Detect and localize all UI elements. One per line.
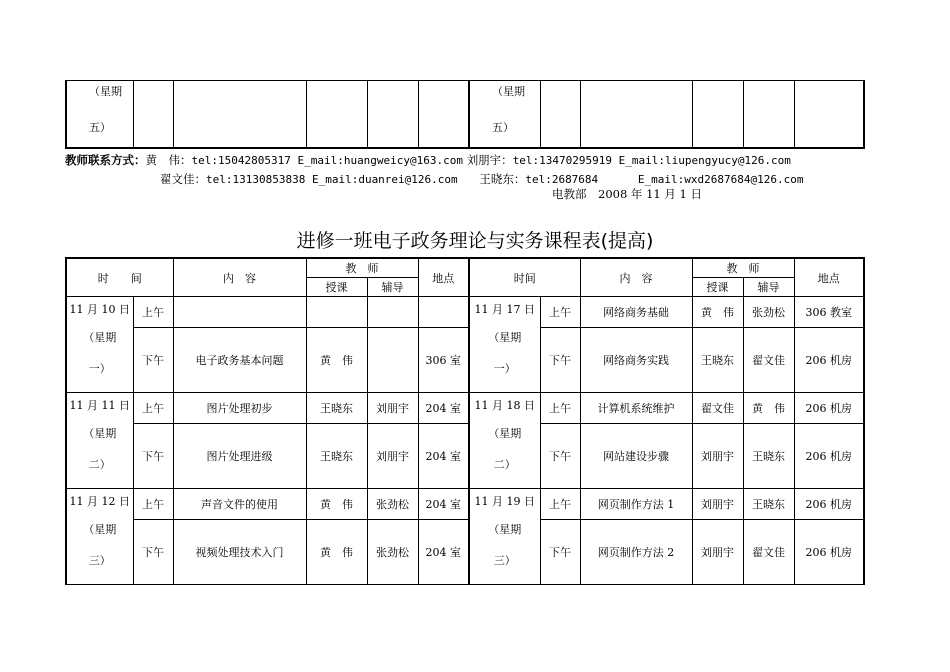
teacher-name: 王晓东： <box>479 172 526 186</box>
table-row <box>66 424 864 489</box>
course-place: 306 室 <box>418 328 469 393</box>
day-cell <box>469 297 540 393</box>
day-cell <box>469 393 540 489</box>
session-label: 下午 <box>540 424 580 489</box>
course-content: 计算机系统维护 <box>580 393 692 424</box>
header-teach-right: 授课 <box>692 278 743 297</box>
course-teacher: 王晓东 <box>306 393 367 424</box>
header-place-right: 地点 <box>794 258 864 297</box>
course-place: 206 机房 <box>794 328 864 393</box>
day-date: 11 月 17 日 <box>474 303 535 316</box>
empty-cell <box>794 81 864 149</box>
course-assistant: 刘朋宇 <box>367 424 418 489</box>
day-week: （星期 <box>488 523 522 536</box>
course-assistant <box>367 328 418 393</box>
session-label: 下午 <box>540 520 580 585</box>
empty-cell <box>580 81 692 149</box>
session-label: 下午 <box>133 520 173 585</box>
course-teacher: 翟文佳 <box>692 393 743 424</box>
course-place: 206 机房 <box>794 393 864 424</box>
teacher-name: 刘朋宇： <box>466 153 513 167</box>
header-teacher: 教 师 <box>306 258 418 278</box>
course-teacher: 刘朋宇 <box>692 424 743 489</box>
header-assist-right: 辅导 <box>743 278 794 297</box>
header-teacher-right: 教 师 <box>692 258 794 278</box>
day-week: （星期 <box>488 331 522 344</box>
course-teacher: 刘朋宇 <box>692 489 743 520</box>
table-row <box>66 520 864 585</box>
week-label-end: 五） <box>89 121 111 134</box>
course-content: 图片处理进级 <box>173 424 306 489</box>
course-assistant: 张劲松 <box>367 520 418 585</box>
table-row <box>66 489 864 520</box>
empty-cell <box>173 81 306 149</box>
day-date: 11 月 12 日 <box>69 495 130 508</box>
course-content <box>173 297 306 328</box>
day-cell <box>66 489 133 585</box>
day-week: （星期 <box>488 427 522 440</box>
teacher-contact-info: tel:15042805317 E_mail:huangweicy@163.com <box>191 154 464 167</box>
session-label: 上午 <box>133 489 173 520</box>
course-place: 206 机房 <box>794 489 864 520</box>
course-content: 电子政务基本问题 <box>173 328 306 393</box>
course-place: 204 室 <box>418 393 469 424</box>
course-content: 网页制作方法 1 <box>580 489 692 520</box>
course-teacher <box>306 297 367 328</box>
contacts-line-2 <box>65 170 925 189</box>
course-content: 声音文件的使用 <box>173 489 306 520</box>
day-cell <box>66 393 133 489</box>
session-label: 上午 <box>540 489 580 520</box>
day-cell <box>469 489 540 585</box>
session-label: 上午 <box>540 393 580 424</box>
course-place: 206 机房 <box>794 520 864 585</box>
course-teacher: 黄 伟 <box>306 489 367 520</box>
course-content: 网络商务实践 <box>580 328 692 393</box>
day-week: （星期 <box>83 523 117 536</box>
course-teacher: 刘朋宇 <box>692 520 743 585</box>
course-content: 网络商务基础 <box>580 297 692 328</box>
empty-cell <box>133 81 173 149</box>
course-schedule-table <box>65 257 865 585</box>
course-assistant: 翟文佳 <box>743 520 794 585</box>
course-place: 204 室 <box>418 424 469 489</box>
teacher-contact-info: tel:13470295919 E_mail:liupengyucy@126.com <box>512 154 791 167</box>
course-assistant: 翟文佳 <box>743 328 794 393</box>
course-content: 网页制作方法 2 <box>580 520 692 585</box>
header-place: 地点 <box>418 258 469 297</box>
course-content: 图片处理初步 <box>173 393 306 424</box>
teacher-contact-info: tel:13130853838 E_mail:duanrei@126.com <box>206 173 458 186</box>
day-cell <box>66 297 133 393</box>
teacher-contacts <box>65 151 925 189</box>
header-teach: 授课 <box>306 278 367 297</box>
week-label: （星期 <box>89 85 122 98</box>
day-week-end: 三） <box>88 554 111 567</box>
table-row <box>66 393 864 424</box>
week-label: （星期 <box>492 85 525 98</box>
table-row <box>66 328 864 393</box>
course-teacher: 黄 伟 <box>306 520 367 585</box>
teacher-contact-info: tel:2687684 E_mail:wxd2687684@126.com <box>525 173 804 186</box>
empty-cell <box>540 81 580 149</box>
header-time: 时 间 <box>66 258 173 297</box>
department-date: 电教部 2008 年 11 月 1 日 <box>552 187 702 201</box>
session-label: 下午 <box>133 328 173 393</box>
teacher-name: 黄 伟： <box>145 153 192 167</box>
page-title: 进修一班电子政务理论与实务课程表(提高) <box>296 230 654 252</box>
course-teacher: 黄 伟 <box>692 297 743 328</box>
session-label: 下午 <box>540 328 580 393</box>
course-place: 204 室 <box>418 520 469 585</box>
empty-cell <box>692 81 743 149</box>
teacher-name: 翟文佳： <box>160 172 206 186</box>
course-place: 206 机房 <box>794 424 864 489</box>
course-assistant: 王晓东 <box>743 424 794 489</box>
empty-cell <box>743 81 794 149</box>
table-row <box>66 297 864 328</box>
course-assistant: 张劲松 <box>367 489 418 520</box>
contacts-line-1 <box>65 151 925 170</box>
course-assistant: 王晓东 <box>743 489 794 520</box>
empty-cell <box>367 81 418 149</box>
day-week-end: 一） <box>493 362 516 375</box>
course-place <box>418 297 469 328</box>
day-week-end: 一） <box>88 362 111 375</box>
course-place: 306 教室 <box>794 297 864 328</box>
course-assistant: 黄 伟 <box>743 393 794 424</box>
header-assist: 辅导 <box>367 278 418 297</box>
day-week-end: 二） <box>88 458 111 471</box>
session-label: 上午 <box>133 393 173 424</box>
day-week: （星期 <box>83 427 117 440</box>
session-label: 下午 <box>133 424 173 489</box>
course-assistant: 张劲松 <box>743 297 794 328</box>
day-cell-friday-right <box>469 81 540 149</box>
header-content: 内 容 <box>173 258 306 297</box>
header-time-right: 时间 <box>469 258 580 297</box>
course-content: 视频处理技术入门 <box>173 520 306 585</box>
day-date: 11 月 18 日 <box>474 399 535 412</box>
contacts-label: 教师联系方式： <box>65 153 146 167</box>
course-place: 204 室 <box>418 489 469 520</box>
course-teacher: 王晓东 <box>692 328 743 393</box>
session-label: 上午 <box>133 297 173 328</box>
previous-schedule-fragment <box>65 80 865 149</box>
empty-cell <box>418 81 469 149</box>
day-week: （星期 <box>83 331 117 344</box>
day-week-end: 二） <box>493 458 516 471</box>
course-teacher: 黄 伟 <box>306 328 367 393</box>
session-label: 上午 <box>540 297 580 328</box>
week-label-end: 五） <box>492 121 514 134</box>
day-date: 11 月 10 日 <box>69 303 130 316</box>
header-content-right: 内 容 <box>580 258 692 297</box>
day-cell-friday-left <box>66 81 133 149</box>
course-teacher: 王晓东 <box>306 424 367 489</box>
course-content: 网站建设步骤 <box>580 424 692 489</box>
course-assistant: 刘朋宇 <box>367 393 418 424</box>
empty-cell <box>306 81 367 149</box>
day-date: 11 月 11 日 <box>69 399 130 412</box>
day-week-end: 三） <box>493 554 516 567</box>
course-assistant <box>367 297 418 328</box>
day-date: 11 月 19 日 <box>474 495 535 508</box>
